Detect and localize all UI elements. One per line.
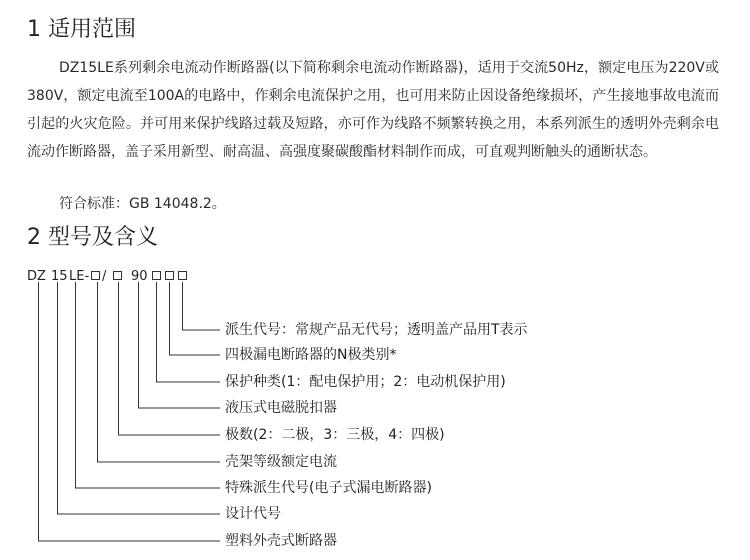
scope-paragraph: DZ15LE系列剩余电流动作断路器(以下简称剩余电流动作断路器)，适用于交流50Hz，额定电压为220V或380V，额定电流至100A的电路中，作剩余电流保护之用，也可用来防止因设备绝缘损坏，产生接地事故电流而引起的火灾危险。并可用来保护线路过载及短路，亦可作为线路不频繁转换之用，本系列派生的透明外壳剩余电流动作断路器，盖子采用新型、耐高温、高强度聚碳酸酯材料制作而成，可直观判断触头的通断状态。: [27, 60, 719, 160]
label-derivative-code: 派生代号：常规产品无代号；透明盖产品用T表示: [225, 322, 528, 338]
bracket-line-8: [39, 282, 221, 541]
label-n-pole-type: 四极漏电断路器的N极类别*: [225, 347, 397, 363]
code-15: 15: [51, 269, 68, 284]
bracket-line-3: [139, 282, 221, 408]
label-design-code: 设计代号: [225, 506, 281, 522]
bracket-line-1: [170, 282, 221, 355]
code-slash: /: [102, 269, 107, 284]
label-molded-case: 塑料外壳式断路器: [225, 533, 337, 549]
label-protection-type: 保护种类(1：配电保护用；2：电动机保护用): [225, 374, 506, 390]
label-poles: 极数(2：二极，3：三极，4：四极): [225, 427, 445, 443]
bracket-line-2: [157, 282, 221, 382]
code-90: 90: [131, 269, 148, 284]
label-special-derivative: 特殊派生代号(电子式漏电断路器): [225, 480, 432, 496]
standard-line: 符合标准：GB 14048.2。: [59, 196, 226, 212]
section-2-heading: 2 型号及含义: [27, 225, 158, 250]
label-hydraulic-release: 液压式电磁脱扣器: [225, 400, 337, 416]
section-1-heading: 1 适用范围: [27, 17, 136, 42]
code-dz: DZ: [27, 269, 46, 284]
label-frame-current: 壳架等级额定电流: [225, 454, 337, 470]
bracket-line-0: [183, 282, 221, 330]
code-le: LE-: [69, 269, 90, 284]
